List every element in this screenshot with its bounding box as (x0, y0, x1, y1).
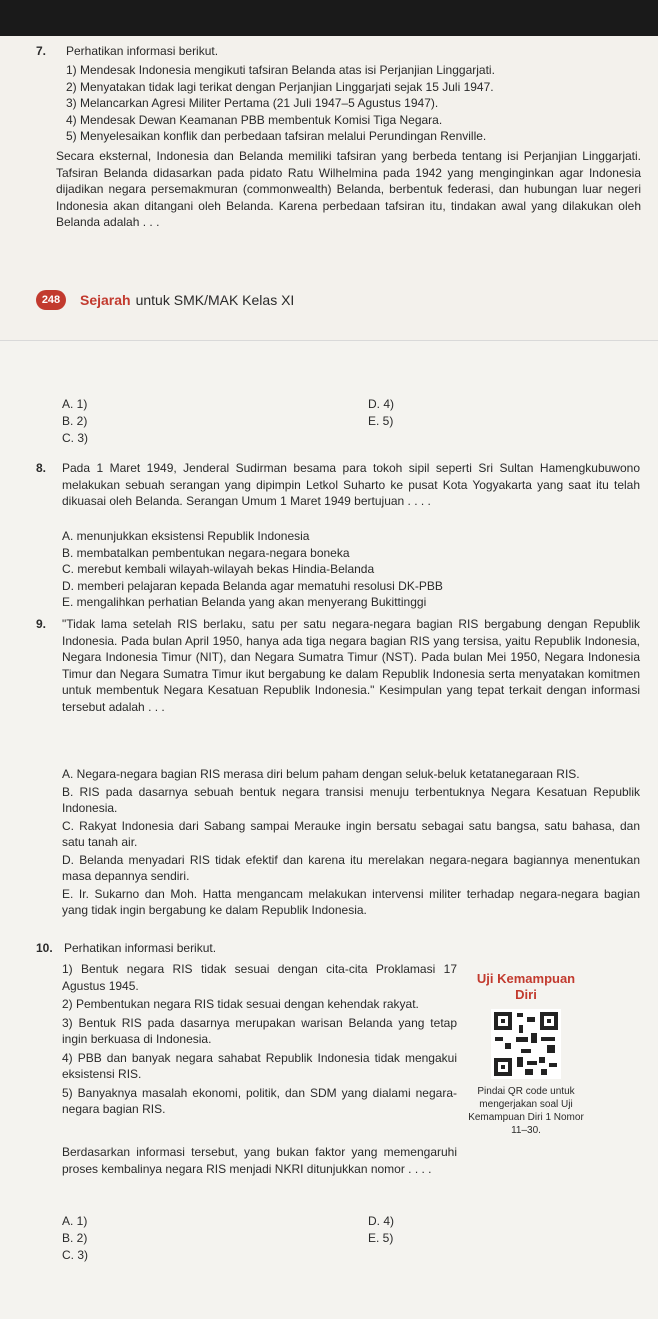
answer-option[interactable]: B. 2) (62, 414, 88, 428)
question-10-paragraph: Berdasarkan informasi tersebut, yang bukan faktor yang memengaruhi proses kembalinya negara RIS menjadi NKRI ditunjukkan nomor . . . . (62, 1145, 457, 1176)
self-test-title-2: Diri (515, 987, 537, 1002)
question-8-number: 8. (36, 461, 47, 475)
answer-option[interactable]: B. membatalkan pembentukan negara-negara boneka (62, 545, 350, 560)
list-item: 4) Mendesak Dewan Keamanan PBB membentuk Komisi Tiga Negara. (66, 112, 443, 127)
answer-option[interactable]: C. 3) (62, 1248, 89, 1262)
question-8-text: Pada 1 Maret 1949, Jenderal Sudirman besama para tokoh sipil seperti Sri Sultan Hamengkubuwono melakukan sebuah serangan yang dipimpin Letkol Suharto ke pusat Kota Yogyakarta yang saat itu telah dikuasai oleh Belanda. Serangan Umum 1 Maret 1949 bertujuan . . . . (62, 461, 640, 508)
page-number: 248 (36, 290, 66, 310)
self-test-caption: Pindai QR code untuk mengerjakan soal Uji Kemampuan Diri 1 Nomor 11–30. (468, 1086, 584, 1136)
self-test-box (466, 971, 586, 1137)
list-item: 3) Melancarkan Agresi Militer Pertama (21 Juli 1947–5 Agustus 1947). (66, 96, 439, 110)
answer-option[interactable]: E. 5) (368, 414, 394, 428)
answer-option[interactable]: D. 4) (368, 1214, 395, 1228)
answer-option[interactable]: D. Belanda menyadari RIS tidak efektif dan karena itu merelakan negara-negara bagiannya menentukan masa depannya sendiri. (62, 852, 640, 883)
question-7-intro: Perhatikan informasi berikut. (66, 44, 219, 58)
list-item: 1) Bentuk negara RIS tidak sesuai dengan cita-cita Proklamasi 17 Agustus 1945. (62, 962, 457, 993)
page-248 (0, 36, 658, 340)
answer-option[interactable]: A. menunjukkan eksistensi Republik Indonesia (62, 529, 310, 543)
question-7-number: 7. (36, 44, 47, 58)
question-9-text: "Tidak lama setelah RIS berlaku, satu per satu negara-negara bagian RIS bergabung dengan Republik Indonesia. Pada bulan April 1950, hanya ada tiga negara bagian RIS yang tersisa, yaitu Republik Indonesia, Negara Indonesia Timur (NIT), dan Negara Sumatra Timur (NST). Pada bulan Mei 1950, Negara Indonesia Timur dan Negara Sumatra Timur ikut bergabung ke dalam Republik Indonesia serta menyatakan komitmen untuk membentuk Negara Kesatuan Republik Indonesia." Kesimpulan yang tepat terkait dengan informasi tersebut adalah . . . (62, 617, 640, 714)
question-8-options (62, 528, 640, 611)
question-7-items (66, 62, 636, 145)
answer-option[interactable]: C. Rakyat Indonesia dari Sabang sampai Merauke ingin bersatu sebagai satu bangsa, satu bahasa, dan satu tanah air. (62, 818, 640, 849)
answer-option[interactable]: B. 2) (62, 1231, 88, 1245)
answer-option[interactable]: A. 1) (62, 397, 88, 411)
answer-option[interactable]: E. 5) (368, 1231, 394, 1245)
page-footer (36, 290, 294, 310)
book-subtitle: untuk SMK/MAK Kelas XI (135, 292, 295, 308)
answer-option[interactable]: C. 3) (62, 431, 89, 445)
answer-option[interactable]: C. merebut kembali wilayah-wilayah bekas Hindia-Belanda (62, 562, 375, 576)
question-10-items (62, 961, 457, 1118)
book-brand: Sejarah (80, 292, 131, 308)
answer-option[interactable]: A. Negara-negara bagian RIS merasa diri belum paham dengan seluk-beluk ketatanegaraan RIS. (62, 767, 580, 781)
top-bar (0, 0, 658, 36)
self-test-title: Uji Kemampuan (476, 971, 576, 986)
list-item: 2) Pembentukan negara RIS tidak sesuai dengan kehendak rakyat. (62, 997, 419, 1011)
question-9-options (62, 766, 640, 919)
question-10-number: 10. (36, 941, 53, 955)
list-item: 5) Menyelesaikan konflik dan perbedaan tafsiran melalui Perundingan Renville. (66, 129, 487, 143)
list-item: 2) Menyatakan tidak lagi terikat dengan Perjanjian Linggarjati sejak 15 Juli 1947. (66, 79, 494, 94)
list-item: 3) Bentuk RIS pada dasarnya merupakan warisan Belanda yang tetap ingin berkuasa di Indonesia. (62, 1015, 457, 1046)
list-item: 1) Mendesak Indonesia mengikuti tafsiran Belanda atas isi Perjanjian Linggarjati. (66, 63, 495, 77)
list-item: 5) Banyaknya masalah ekonomi, politik, dan SDM yang dialami negara-negara bagian RIS. (62, 1085, 457, 1116)
page-249 (0, 341, 658, 1319)
answer-option[interactable]: D. memberi pelajaran kepada Belanda agar mematuhi resolusi DK-PBB (62, 578, 443, 593)
answer-option[interactable]: E. mengalihkan perhatian Belanda yang akan menyerang Bukittinggi (62, 595, 427, 609)
answer-option[interactable]: E. Ir. Sukarno dan Moh. Hatta mengancam melakukan intervensi militer terhadap negara-negara bagian yang tidak ingin bergabung ke dalam Republik Indonesia. (62, 886, 640, 917)
answer-option[interactable]: B. RIS pada dasarnya sebuah bentuk negara transisi menuju terbentuknya Negara Kesatuan Republik Indonesia. (62, 784, 640, 815)
answer-option[interactable]: A. 1) (62, 1214, 88, 1228)
answer-option[interactable]: D. 4) (368, 397, 395, 411)
question-10-intro: Perhatikan informasi berikut. (64, 941, 217, 955)
question-7-paragraph: Secara eksternal, Indonesia dan Belanda memiliki tafsiran yang berbeda tentang isi Perjanjian Linggarjati. Tafsiran Belanda didasarkan pada pidato Ratu Wilhelmina pada 1942 yang menginginkan agar Indonesia dijadikan negara persemakmuran (commonwealth) Belanda, berbentuk federasi, dan hubungan luar negeri Indonesia akan ditangani oleh Belanda. Karena perbedaan tafsiran itu, tindakan awal yang dilakukan oleh Belanda adalah . . . (56, 149, 641, 229)
qr-code-icon[interactable] (491, 1009, 561, 1079)
question-9-number: 9. (36, 617, 47, 631)
list-item: 4) PBB dan banyak negara sahabat Republik Indonesia tidak mengakui eksistensi RIS. (62, 1050, 457, 1081)
